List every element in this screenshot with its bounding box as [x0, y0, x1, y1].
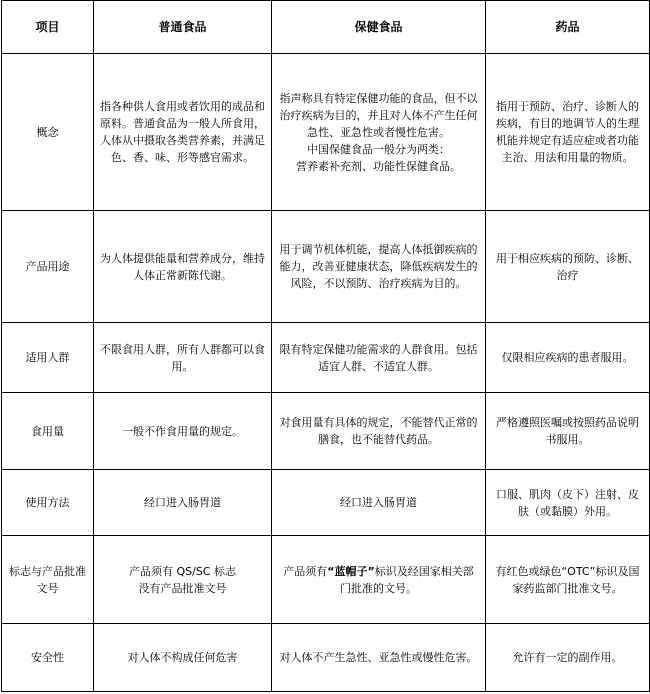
- table-header-row: [2, 1, 650, 54]
- blue-hat-label: “蓝帽子”: [327, 564, 375, 578]
- table-row-method: [2, 470, 650, 536]
- cell-text: 严格遵照医嘱或按照药品说明书服用。: [496, 416, 639, 446]
- cell-drug: [486, 323, 650, 393]
- cell-food: [94, 536, 272, 624]
- cell-drug: [486, 536, 650, 624]
- cell-text: 不限食用人群，所有人群都可以食用。: [100, 342, 265, 373]
- cell-health: [272, 323, 486, 393]
- table-row-dosage: [2, 393, 650, 470]
- cell-health: [272, 393, 486, 470]
- cell-text: 有红色或绿色“OTC”标识及国家药监部门批准文号。: [495, 564, 640, 595]
- header-ordinary-food: 普通食品: [94, 1, 272, 54]
- cell-drug: [486, 624, 650, 692]
- cell-health: [272, 470, 486, 536]
- cell-text: 对食用量有具体的规定，不能替代正常的膳食，也不能替代药品。: [279, 416, 478, 446]
- table-row-concept: [2, 54, 650, 211]
- cell-health: [272, 211, 486, 323]
- row-label: 食用量: [2, 393, 94, 470]
- cell-text-prefix: 产品须有: [283, 564, 328, 578]
- cell-health: [272, 536, 486, 624]
- cell-text: 为人体提供能量和营养成分，维持人体正常新陈代谢。: [100, 251, 265, 282]
- cell-text: 对人体不构成任何危害: [127, 651, 238, 664]
- cell-text: 经口进入肠胃道: [144, 496, 221, 509]
- cell-text: 指各种供人食用或者饮用的成品和原料。普通食品为一般人所食用，人体从中摄取各类营养素，并满足色、香、味、形等感官需求。: [100, 100, 265, 164]
- table-row-usage: [2, 211, 650, 323]
- header-drug: 药品: [486, 1, 650, 54]
- cell-drug: [486, 54, 650, 211]
- cell-text: 仅限相应疾病的患者服用。: [501, 351, 634, 364]
- table-row-safety: [2, 624, 650, 692]
- row-label: 标志与产品批准文号: [2, 536, 94, 624]
- cell-text: 对人体不产生急性、亚急性或慢性危害。: [279, 651, 478, 664]
- row-label: 使用方法: [2, 470, 94, 536]
- cell-text: 用于相应疾病的预防、诊断、治疗: [496, 251, 639, 282]
- cell-drug: [486, 470, 650, 536]
- cell-text: 限有特定保健功能需求的人群食用。包括适宜人群、不适宜人群。: [279, 342, 478, 373]
- cell-text: 一般不作食用量的规定。: [122, 424, 243, 438]
- cell-drug: [486, 393, 650, 470]
- cell-text: 口服、肌肉（皮下）注射、皮肤（或黏膜）外用。: [496, 487, 639, 518]
- cell-text: 没有产品批准文号: [138, 581, 227, 595]
- table-row-label-approval: [2, 536, 650, 624]
- cell-text: 指用于预防、治疗、诊断人的疾病，有目的地调节人的生理机能并规定有适应症或者功能主治、用法和用量的物质。: [496, 100, 639, 164]
- cell-food: [94, 323, 272, 393]
- cell-food: [94, 393, 272, 470]
- cell-drug: [486, 211, 650, 323]
- header-health-food: 保健食品: [272, 1, 486, 54]
- cell-text-suffix: 标识及经国家相关部门批准的文号。: [340, 564, 474, 595]
- table-row-target-group: [2, 323, 650, 393]
- cell-text: 指声称具有特定保健功能的食品，但不以治疗疾病为目的，并且对人体不产生任何急性、亚急性或者慢性危害。: [279, 91, 478, 139]
- cell-text: 营养素补充剂、功能性保健食品。: [296, 159, 461, 173]
- cell-text: 用于调节机体机能，提高人体抵御疾病的能力，改善亚健康状态，降低疾病发生的风险，不以预防、治疗疾病为目的。: [279, 243, 478, 290]
- cell-text: 经口进入肠胃道: [340, 496, 417, 509]
- cell-text: 允许有一定的副作用。: [512, 651, 623, 664]
- row-label: 适用人群: [2, 323, 94, 393]
- cell-text: 产品须有 QS/SC 标志: [128, 564, 236, 578]
- row-label: 概念: [2, 54, 94, 211]
- row-label: 安全性: [2, 624, 94, 692]
- cell-text: 中国保健食品一般分为两类：: [307, 142, 450, 156]
- comparison-table: [1, 0, 650, 692]
- cell-food: [94, 211, 272, 323]
- cell-food: [94, 54, 272, 211]
- cell-food: [94, 470, 272, 536]
- cell-food: [94, 624, 272, 692]
- cell-health: [272, 624, 486, 692]
- header-item: 项目: [2, 1, 94, 54]
- cell-health: [272, 54, 486, 211]
- row-label: 产品用途: [2, 211, 94, 323]
